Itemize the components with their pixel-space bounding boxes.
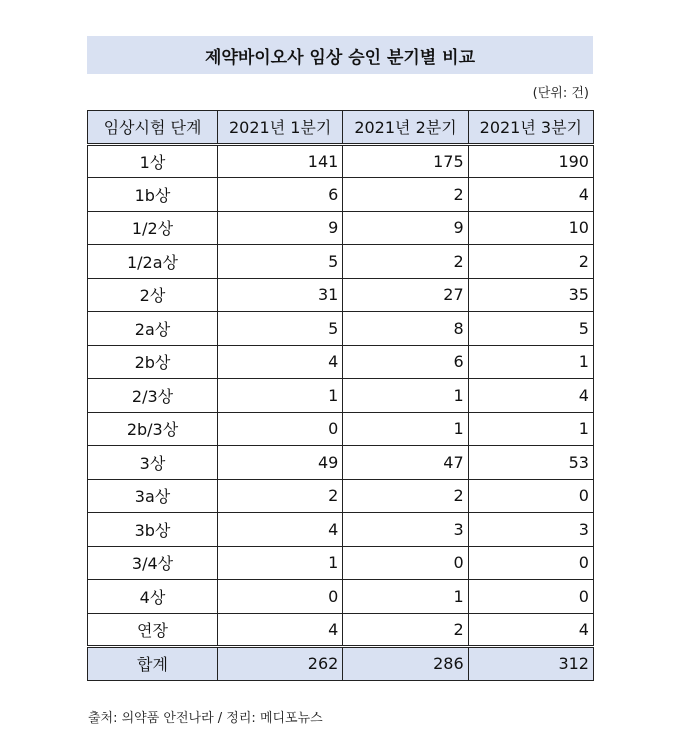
clinical-trial-approval-table	[87, 110, 594, 681]
table-row	[88, 144, 594, 178]
q3-cell: 3	[468, 513, 593, 547]
q2-cell: 0	[343, 546, 468, 580]
table-row	[88, 412, 594, 446]
q2-cell: 27	[343, 278, 468, 312]
table-row	[88, 580, 594, 614]
q3-cell: 0	[468, 479, 593, 513]
q2-cell: 1	[343, 379, 468, 413]
stage-cell: 2b상	[88, 345, 218, 379]
q2-cell: 6	[343, 345, 468, 379]
q2-cell: 2	[343, 479, 468, 513]
q3-cell: 0	[468, 580, 593, 614]
total-label-cell: 합계	[88, 647, 218, 681]
q1-cell: 0	[218, 580, 343, 614]
header-stage: 임상시험 단계	[88, 111, 218, 145]
q1-cell: 5	[218, 245, 343, 279]
table-row	[88, 245, 594, 279]
table-row	[88, 613, 594, 647]
table-row	[88, 379, 594, 413]
q1-cell: 31	[218, 278, 343, 312]
table-row	[88, 312, 594, 346]
table-row	[88, 278, 594, 312]
stage-cell: 1b상	[88, 178, 218, 212]
stage-cell: 3/4상	[88, 546, 218, 580]
header-q3: 2021년 3분기	[468, 111, 593, 145]
header-q1: 2021년 1분기	[218, 111, 343, 145]
q2-cell: 47	[343, 446, 468, 480]
q2-cell: 2	[343, 613, 468, 647]
q2-cell: 9	[343, 211, 468, 245]
q3-cell: 5	[468, 312, 593, 346]
total-q2-cell: 286	[343, 647, 468, 681]
unit-note: (단위: 건)	[532, 86, 589, 101]
q3-cell: 2	[468, 245, 593, 279]
stage-cell: 연장	[88, 613, 218, 647]
stage-cell: 2a상	[88, 312, 218, 346]
q3-cell: 0	[468, 546, 593, 580]
q2-cell: 2	[343, 245, 468, 279]
q1-cell: 49	[218, 446, 343, 480]
stage-cell: 4상	[88, 580, 218, 614]
q3-cell: 10	[468, 211, 593, 245]
table-row	[88, 178, 594, 212]
source-note: 출처: 의약품 안전나라 / 정리: 메디포뉴스	[88, 711, 323, 726]
q1-cell: 0	[218, 412, 343, 446]
q3-cell: 4	[468, 613, 593, 647]
table-row	[88, 479, 594, 513]
q3-cell: 4	[468, 379, 593, 413]
q3-cell: 4	[468, 178, 593, 212]
q3-cell: 35	[468, 278, 593, 312]
q3-cell: 53	[468, 446, 593, 480]
table-title: 제약바이오사 임상 승인 분기별 비교	[87, 36, 593, 74]
table-row	[88, 345, 594, 379]
q3-cell: 1	[468, 412, 593, 446]
q1-cell: 4	[218, 513, 343, 547]
stage-cell: 3a상	[88, 479, 218, 513]
q2-cell: 175	[343, 144, 468, 178]
q1-cell: 5	[218, 312, 343, 346]
q3-cell: 1	[468, 345, 593, 379]
table-row	[88, 513, 594, 547]
stage-cell: 3b상	[88, 513, 218, 547]
table-row	[88, 546, 594, 580]
total-q3-cell: 312	[468, 647, 593, 681]
header-q2: 2021년 2분기	[343, 111, 468, 145]
q2-cell: 2	[343, 178, 468, 212]
q1-cell: 6	[218, 178, 343, 212]
q1-cell: 2	[218, 479, 343, 513]
total-row	[88, 647, 594, 681]
q3-cell: 190	[468, 144, 593, 178]
stage-cell: 2/3상	[88, 379, 218, 413]
stage-cell: 3상	[88, 446, 218, 480]
header-row	[88, 111, 594, 145]
stage-cell: 1/2상	[88, 211, 218, 245]
table-row	[88, 446, 594, 480]
stage-cell: 1/2a상	[88, 245, 218, 279]
stage-cell: 2b/3상	[88, 412, 218, 446]
total-q1-cell: 262	[218, 647, 343, 681]
stage-cell: 2상	[88, 278, 218, 312]
q1-cell: 9	[218, 211, 343, 245]
q2-cell: 1	[343, 412, 468, 446]
q1-cell: 4	[218, 613, 343, 647]
table-row	[88, 211, 594, 245]
q1-cell: 1	[218, 379, 343, 413]
q2-cell: 1	[343, 580, 468, 614]
q1-cell: 1	[218, 546, 343, 580]
q1-cell: 4	[218, 345, 343, 379]
stage-cell: 1상	[88, 144, 218, 178]
q1-cell: 141	[218, 144, 343, 178]
q2-cell: 3	[343, 513, 468, 547]
q2-cell: 8	[343, 312, 468, 346]
